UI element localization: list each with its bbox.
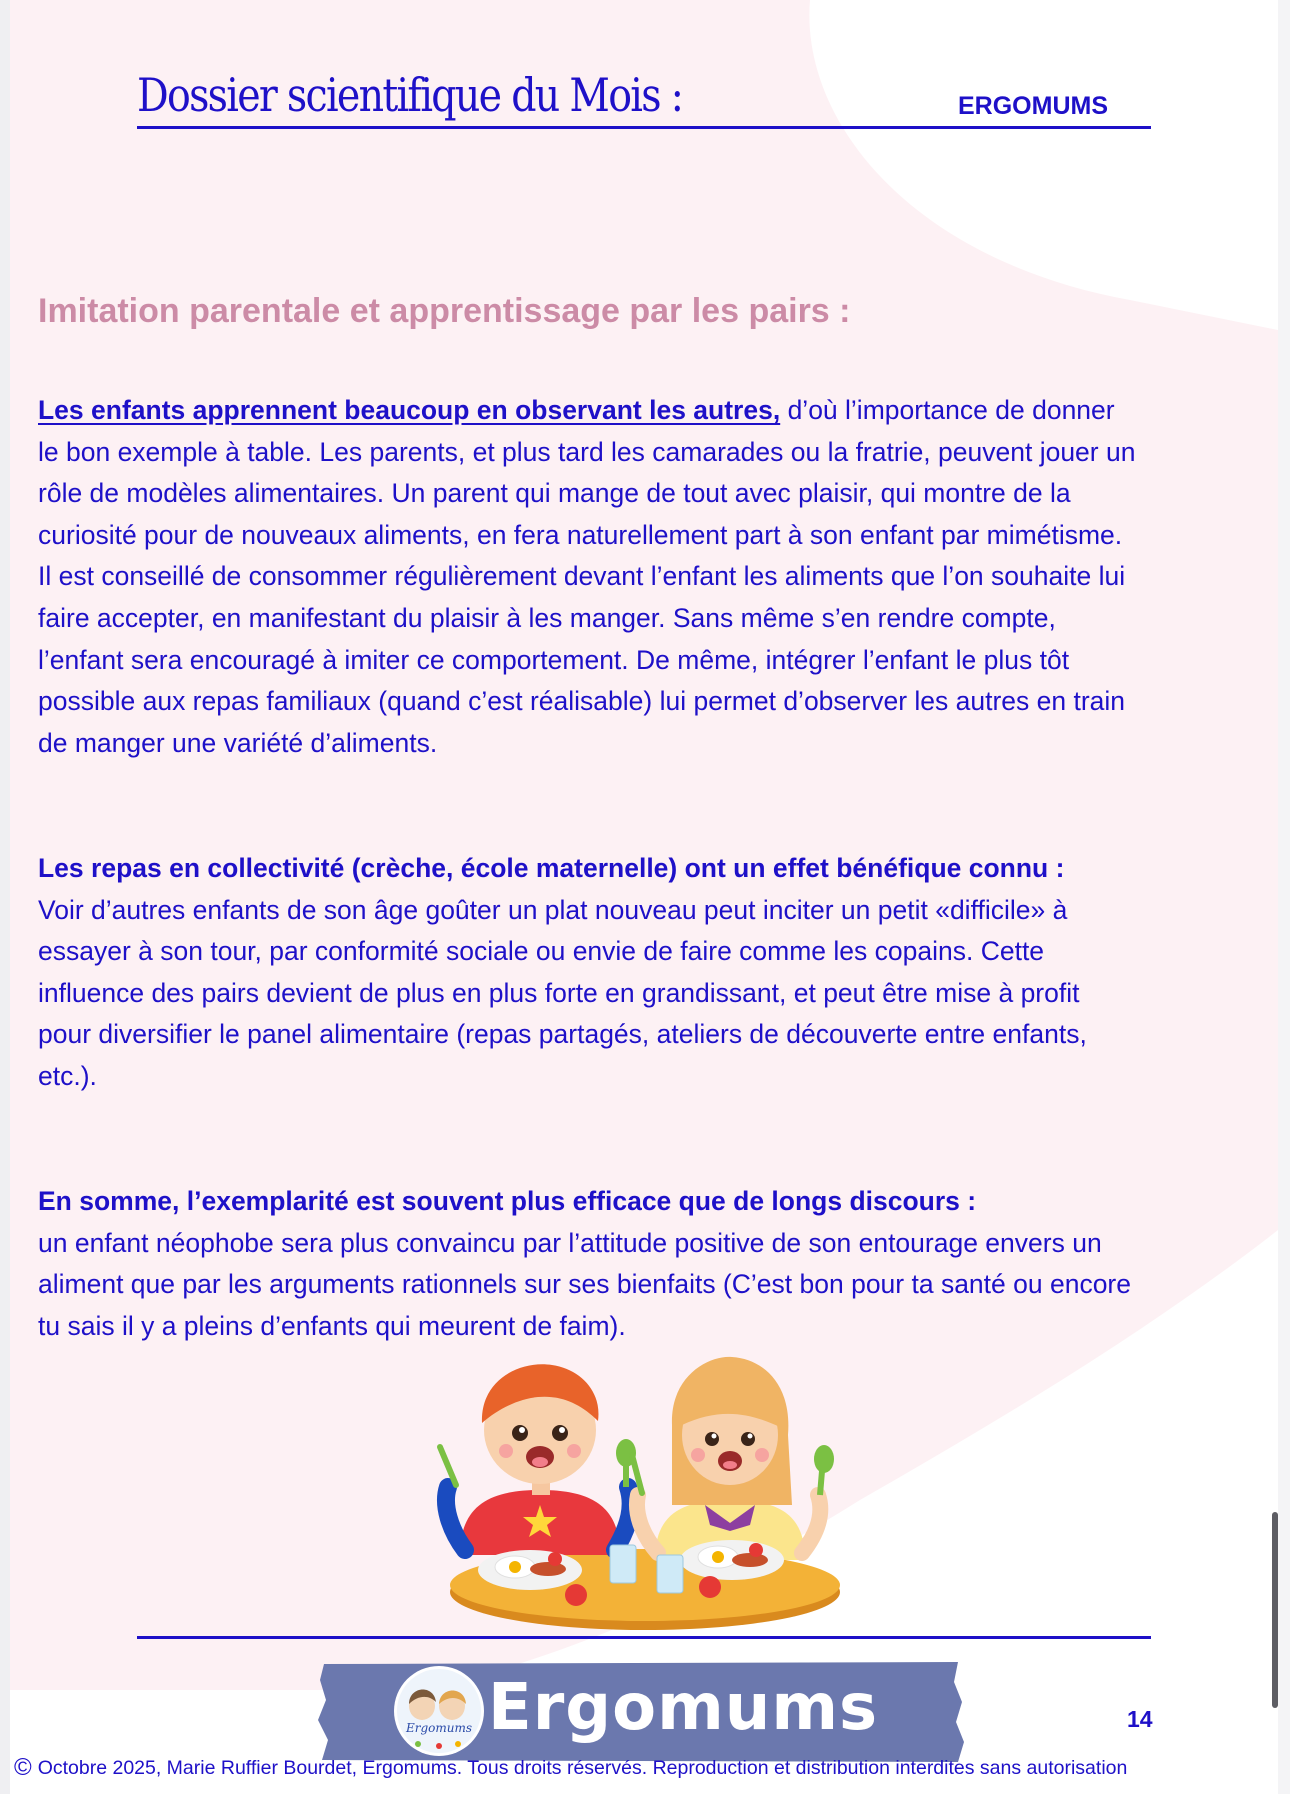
paragraph-imitation	[38, 390, 1138, 764]
paragraph-text: Voir d’autres enfants de son âge goûter un plat nouveau peut inciter un petit «difficile» à essayer à son tour, par conformité sociale ou envie de faire comme les copains. Cette influence des pairs devient de plus en plus forte en grandissant, et peut être mise à profit pour diversifier le panel alimentaire (repas partagés, ateliers de découverte entre enfants, etc.).	[38, 894, 1087, 1091]
scrollbar-track[interactable]	[1278, 0, 1290, 1794]
paragraph-text: un enfant néophobe sera plus convaincu par l’attitude positive de son entourage envers un aliment que par les arguments rationnels sur ses bienfaits (C’est bon pour ta santé ou encore tu sais il y a pleins d’enfants qui meurent de faim).	[38, 1227, 1131, 1341]
paragraph-lead: En somme, l’exemplarité est souvent plus efficace que de longs discours :	[38, 1186, 977, 1216]
section-title: Imitation parentale et apprentissage par les pairs :	[38, 292, 851, 330]
copyright-text: Octobre 2025, Marie Ruffier Bourdet, Ergomums. Tous droits réservés. Reproduction et distribution interdites sans autorisation	[37, 1756, 1128, 1779]
page-edge-left	[0, 0, 10, 1794]
header-divider	[137, 126, 1151, 129]
copyright-notice	[14, 1756, 1127, 1780]
paragraph-text: d’où l’importance de donner le bon exemple à table. Les parents, et plus tard les camarades ou la fratrie, peuvent jouer un rôle de modèles alimentaires. Un parent qui mange de tout avec plaisir, qui montre de la curiosité pour de nouveaux aliments, en fera naturellement part à son enfant par mimétisme. Il est conseillé de consommer régulièrement devant l’enfant les aliments que l’on souhaite lui faire accepter, en manifestant du plaisir à les manger. Sans même s’en rendre compte, l’enfant sera encouragé à imiter ce comportement. De même, intégrer l’enfant le plus tôt possible aux repas familiaux (quand c’est réalisable) lui permet d’observer les autres en train de manger une variété d’aliments.	[38, 395, 1136, 758]
logo-avatar-label: Ergomums	[405, 1721, 473, 1735]
header-title: Dossier scientifique du Mois :	[137, 68, 683, 122]
ergomums-logo-icon	[392, 1664, 486, 1758]
page-number: 14	[1127, 1706, 1153, 1732]
paragraph-collectivite	[38, 848, 1138, 1098]
header-brand: ERGOMUMS	[958, 92, 1108, 120]
paragraph-lead: Les enfants apprennent beaucoup en observant les autres,	[38, 395, 781, 425]
scrollbar-thumb[interactable]	[1272, 1512, 1278, 1708]
copyright-icon: ©	[14, 1754, 32, 1781]
paragraph-lead: Les repas en collectivité (crèche, école maternelle) ont un effet bénéfique connu :	[38, 853, 1065, 883]
children-eating-illustration	[420, 1355, 870, 1635]
logo-wordmark: Ergomums	[488, 1671, 879, 1745]
paragraph-exemplarite	[38, 1181, 1138, 1347]
footer-divider	[137, 1636, 1151, 1639]
